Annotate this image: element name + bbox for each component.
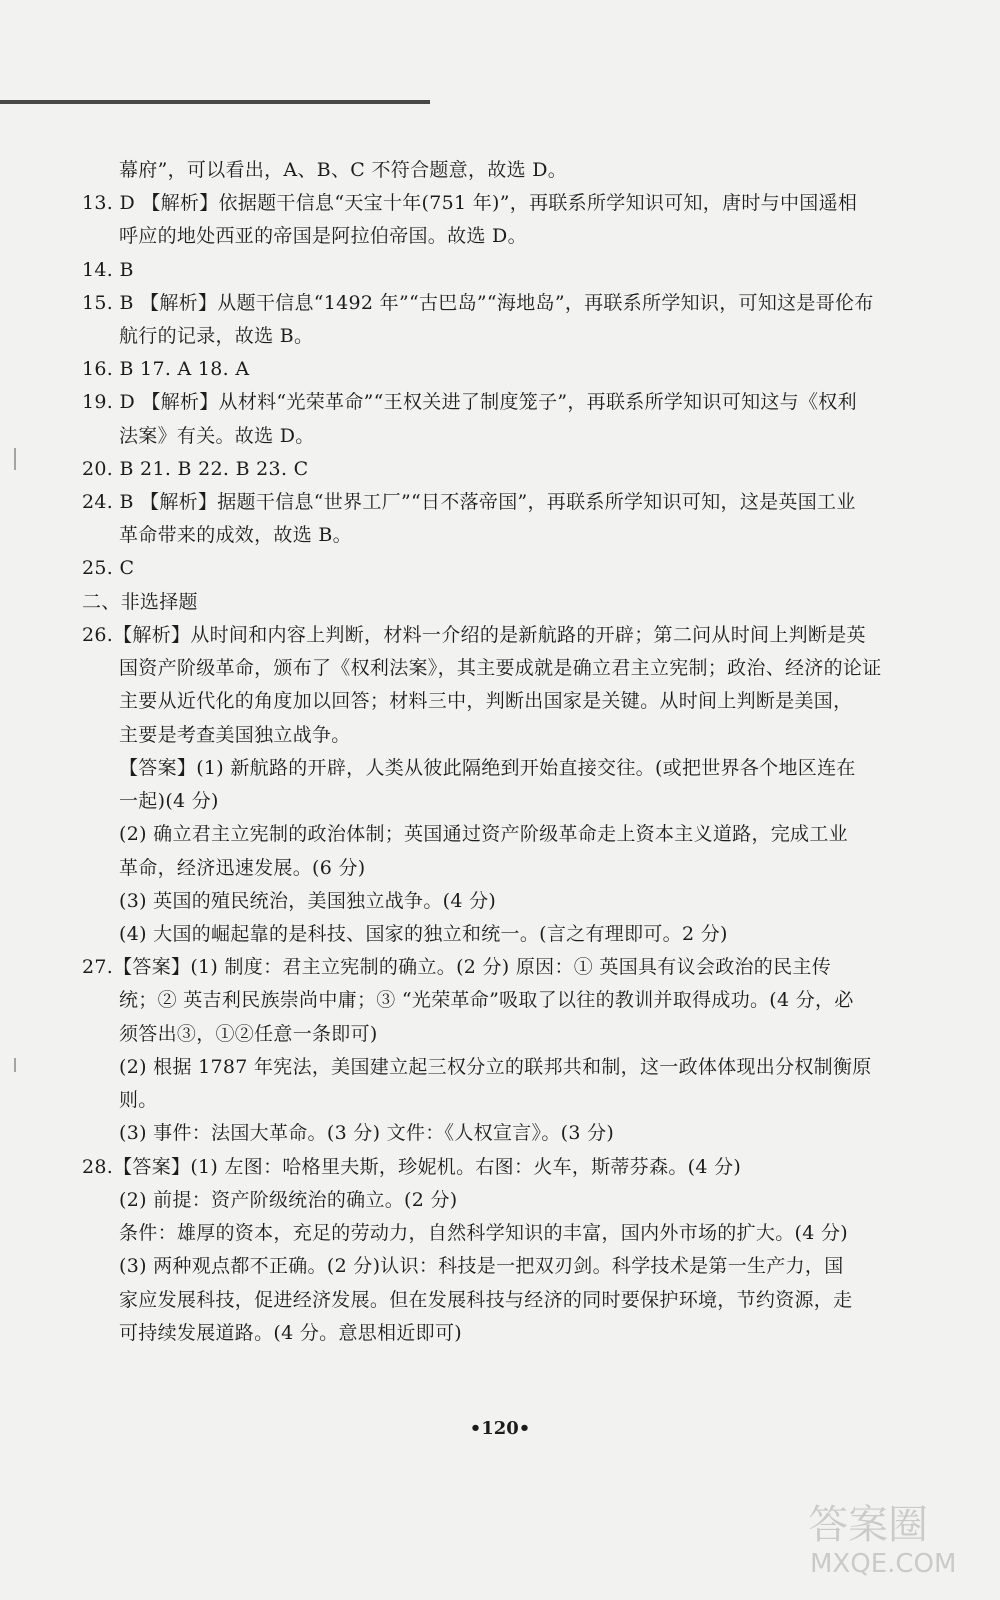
page-number: •120• bbox=[469, 1418, 531, 1439]
text-line: 19. D 【解析】从材料“光荣革命”“王权关进了制度笼子”，再联系所学知识可知这与《权利 bbox=[82, 391, 857, 413]
text-line: 13. D 【解析】依据题干信息“天宝十年(751 年)”，再联系所学知识可知，唐时与中国遥相 bbox=[82, 192, 858, 214]
text-line: 幕府”，可以看出，A、B、C 不符合题意，故选 D。 bbox=[119, 159, 568, 181]
text-line: 航行的记录，故选 B。 bbox=[119, 325, 314, 347]
text-line: (3) 事件：法国大革命。(3 分) 文件：《人权宣言》。(3 分) bbox=[119, 1122, 615, 1144]
text-line: (4) 大国的崛起靠的是科技、国家的独立和统一。(言之有理即可。2 分) bbox=[119, 923, 728, 945]
text-line: 主要从近代化的角度加以回答；材料三中，判断出国家是关键。从时间上判断是美国， bbox=[119, 690, 853, 712]
text-line: 条件：雄厚的资本，充足的劳动力，自然科学知识的丰富，国内外市场的扩大。(4 分) bbox=[119, 1222, 848, 1244]
text-line: (2) 根据 1787 年宪法，美国建立起三权分立的联邦共和制，这一政体体现出分权制衡原 bbox=[119, 1056, 872, 1078]
text-line: 14. B bbox=[82, 259, 134, 281]
text-line: 须答出③，①②任意一条即可) bbox=[119, 1023, 378, 1045]
watermark-brand: 答案圈 bbox=[808, 1502, 928, 1548]
text-line: 可持续发展道路。(4 分。意思相近即可) bbox=[119, 1322, 462, 1344]
text-line: 统；② 英吉利民族崇尚中庸；③ “光荣革命”吸取了以往的教训并取得成功。(4 分，必 bbox=[119, 989, 854, 1011]
text-line: 15. B 【解析】从题干信息“1492 年”“古巴岛”“海地岛”，再联系所学知识，可知这是哥伦布 bbox=[82, 292, 874, 314]
text-line: (3) 英国的殖民统治，美国独立战争。(4 分) bbox=[119, 890, 497, 912]
text-line: 革命，经济迅速发展。(6 分) bbox=[119, 857, 366, 879]
text-line: 27.【答案】(1) 制度：君主立宪制的确立。(2 分) 原因：① 英国具有议会政治的民主传 bbox=[82, 956, 832, 978]
text-line: 16. B 17. A 18. A bbox=[82, 358, 250, 380]
text-line: 28.【答案】(1) 左图：哈格里夫斯，珍妮机。右图：火车，斯蒂芬森。(4 分) bbox=[82, 1156, 742, 1178]
text-line: (2) 确立君主立宪制的政治体制；英国通过资产阶级革命走上资本主义道路，完成工业 bbox=[119, 823, 848, 845]
watermark-logo bbox=[798, 1490, 978, 1580]
text-line: 一起)(4 分) bbox=[119, 790, 219, 812]
text-line: 24. B 【解析】据题干信息“世界工厂”“日不落帝国”，再联系所学知识可知，这是英国工业 bbox=[82, 491, 856, 513]
text-line: 呼应的地处西亚的帝国是阿拉伯帝国。故选 D。 bbox=[119, 225, 527, 247]
text-line: 【答案】(1) 新航路的开辟，人类从彼此隔绝到开始直接交往。(或把世界各个地区连在 bbox=[119, 757, 856, 779]
text-line: 二、非选择题 bbox=[82, 591, 198, 613]
watermark-domain: MXQE.COM bbox=[810, 1549, 957, 1579]
text-line: 法案》有关。故选 D。 bbox=[119, 425, 315, 447]
text-line: 革命带来的成效，故选 B。 bbox=[119, 524, 352, 546]
text-line: 则。 bbox=[119, 1089, 158, 1111]
text-line: 26.【解析】从时间和内容上判断，材料一介绍的是新航路的开辟；第二问从时间上判断是英 bbox=[82, 624, 866, 646]
text-line: (3) 两种观点都不正确。(2 分)认识：科技是一把双刃剑。科学技术是第一生产力，国 bbox=[119, 1255, 844, 1277]
text-line: 国资产阶级革命，颁布了《权利法案》，其主要成就是确立君主立宪制；政治、经济的论证 bbox=[119, 657, 882, 679]
text-line: 主要是考查美国独立战争。 bbox=[119, 724, 351, 746]
text-line: 20. B 21. B 22. B 23. C bbox=[82, 458, 309, 480]
text-line: (2) 前提：资产阶级统治的确立。(2 分) bbox=[119, 1189, 458, 1211]
text-line: 25. C bbox=[82, 557, 135, 579]
text-line: 家应发展科技，促进经济发展。但在发展科技与经济的同时要保护环境，节约资源，走 bbox=[119, 1289, 853, 1311]
